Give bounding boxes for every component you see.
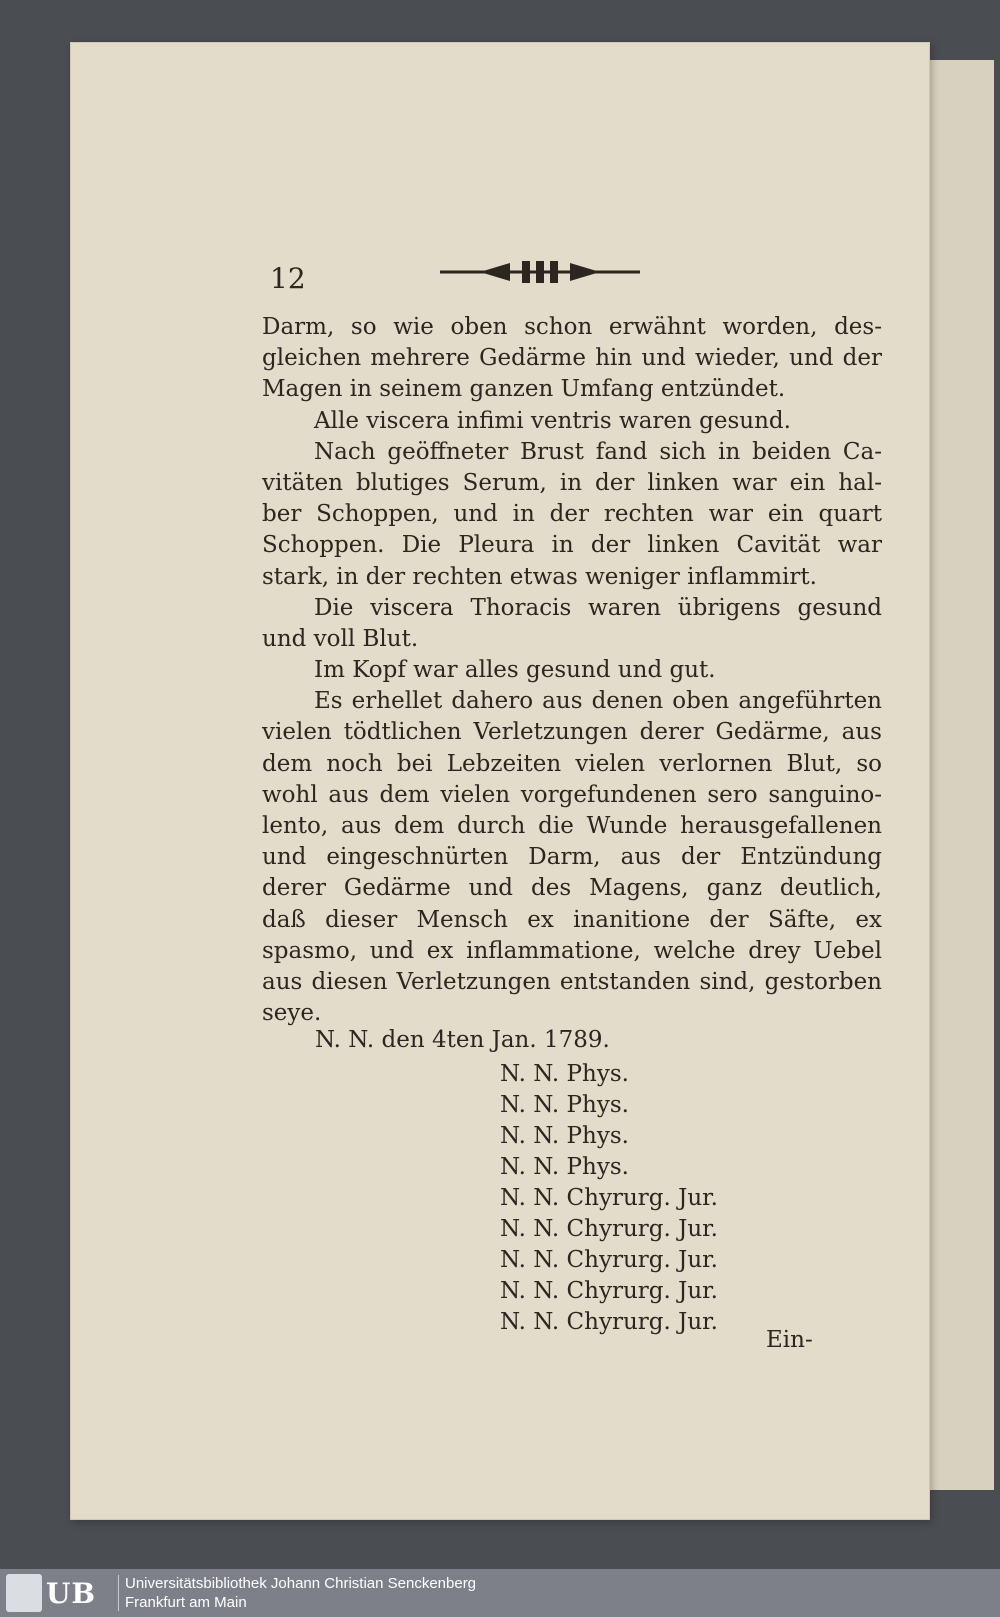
date-line: N. N. den 4ten Jan. 1789.: [315, 1027, 610, 1053]
library-logo[interactable]: [6, 1573, 116, 1613]
signature-line: N. N. Phys.: [500, 1123, 629, 1149]
text-line: Es erhellet dahero aus denen oben angeführten: [314, 688, 882, 715]
logo-text: UB: [46, 1576, 97, 1610]
footer-text: [125, 1574, 476, 1612]
signature-line: N. N. Phys.: [500, 1154, 629, 1180]
text-line: dem noch bei Lebzeiten vielen verlornen Blut, so: [262, 750, 882, 777]
footer-bar: [0, 1569, 1000, 1617]
text-line: Darm, so wie oben schon erwähnt worden, des-: [262, 314, 882, 340]
text-line: derer Gedärme und des Magens, ganz deutlich,: [262, 875, 882, 902]
header-ornament: [440, 257, 640, 287]
catchword: Ein-: [766, 1327, 813, 1353]
text-line: vielen tödtlichen Verletzungen derer Gedärme, aus: [262, 719, 882, 746]
signature-list: [500, 1059, 718, 1338]
library-name: Universitätsbibliothek Johann Christian Senckenberg: [125, 1575, 477, 1592]
signature-line: N. N. Chyrurg. Jur.: [500, 1278, 718, 1304]
text-line: Alle viscera infimi ventris waren gesund.: [314, 407, 791, 434]
signature-line: N. N. Phys.: [500, 1061, 629, 1087]
text-line: ber Schoppen, und in der rechten war ein quart: [262, 501, 882, 528]
signature-line: N. N. Chyrurg. Jur.: [500, 1309, 718, 1335]
text-line: stark, in der rechten etwas weniger inflammirt.: [262, 563, 817, 590]
library-location: Frankfurt am Main: [125, 1594, 247, 1611]
text-line: aus diesen Verletzungen entstanden sind, gestorben seye.: [262, 968, 882, 1027]
text-line: Im Kopf war alles gesund und gut.: [314, 657, 716, 684]
text-line: und voll Blut.: [262, 625, 419, 652]
text-line: Magen in seinem ganzen Umfang entzündet.: [262, 376, 786, 403]
emblem-icon: [6, 1574, 42, 1612]
signature-line: N. N. Chyrurg. Jur.: [500, 1247, 718, 1273]
text-line: Schoppen. Die Pleura in der linken Cavität war: [262, 532, 882, 559]
page-number: 12: [270, 262, 306, 295]
book-page: [70, 42, 930, 1520]
body-text: [262, 312, 882, 1027]
text-line: daß dieser Mensch ex inanitione der Säfte, ex: [262, 906, 882, 933]
text-line: lento, aus dem durch die Wunde herausgefallenen: [262, 813, 882, 839]
text-line: und eingeschnürten Darm, aus der Entzündung: [262, 844, 882, 871]
text-line: Nach geöffneter Brust fand sich in beiden Ca-: [314, 438, 882, 465]
text-line: spasmo, und ex inflammatione, welche drey Uebel: [262, 937, 882, 964]
text-line: Die viscera Thoracis waren übrigens gesund: [314, 594, 882, 621]
signature-line: N. N. Phys.: [500, 1092, 629, 1118]
signature-line: N. N. Chyrurg. Jur.: [500, 1185, 718, 1211]
text-line: vitäten blutiges Serum, in der linken war ein hal-: [262, 469, 882, 496]
signature-line: N. N. Chyrurg. Jur.: [500, 1216, 718, 1242]
text-line: gleichen mehrere Gedärme hin und wieder, und der: [262, 345, 882, 372]
text-line: wohl aus dem vielen vorgefundenen sero sanguino-: [262, 781, 882, 808]
footer-divider: [118, 1575, 119, 1611]
